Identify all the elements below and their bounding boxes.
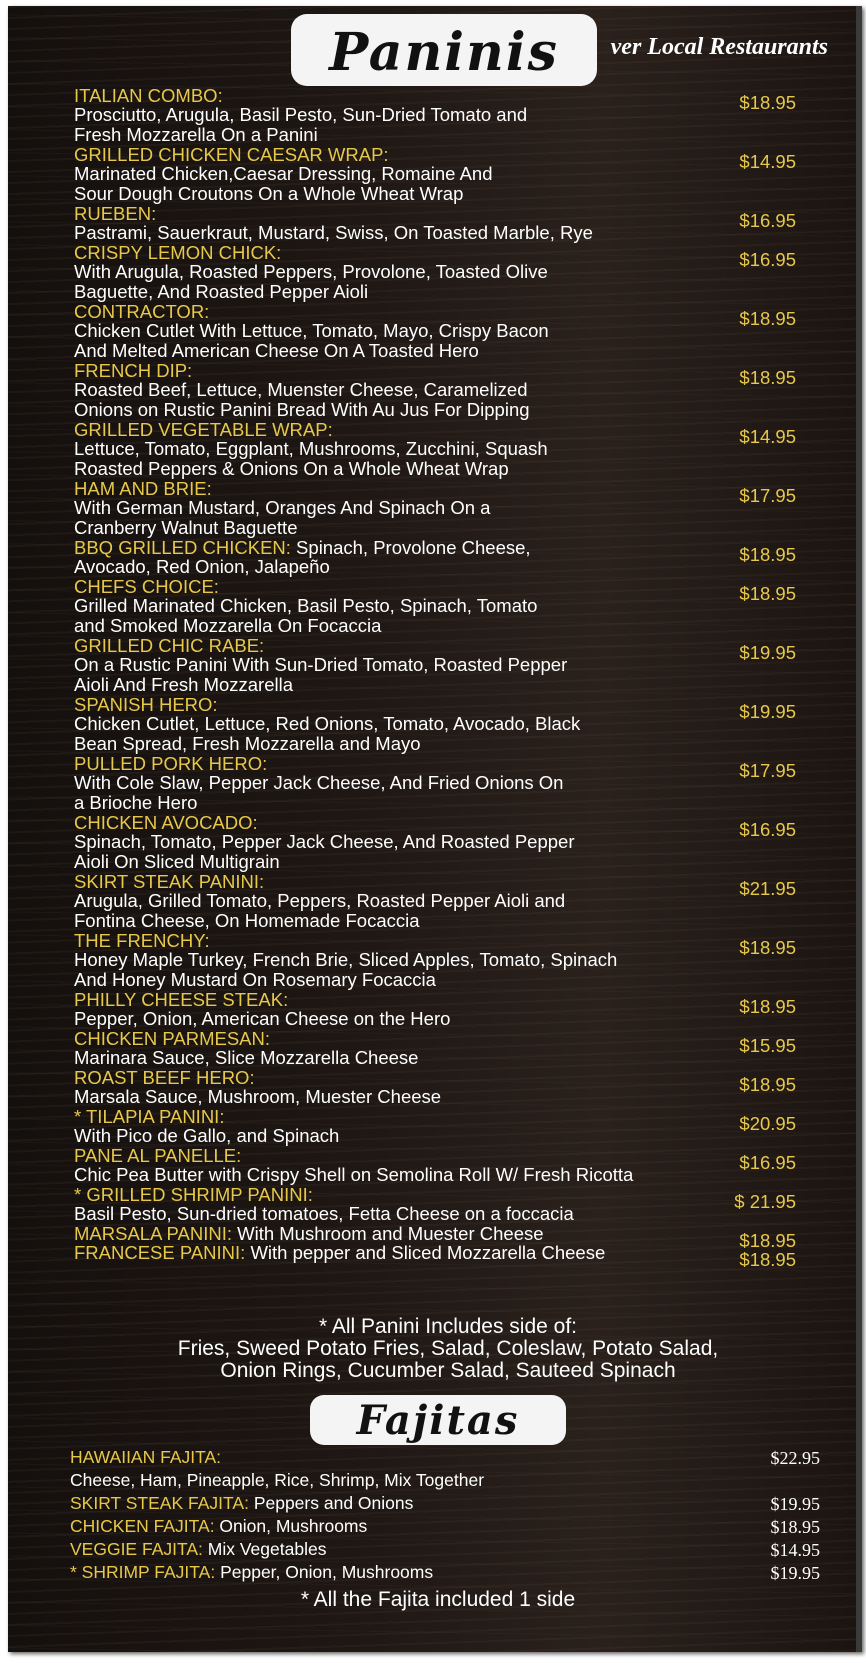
- fajita-list: [70, 1446, 820, 1584]
- fajita-description: Cheese, Ham, Pineapple, Rice, Shrimp, Mix Together: [70, 1470, 485, 1490]
- menu-item: [74, 1223, 844, 1251]
- menu-item-description: Basil Pesto, Sun-dried tomatoes, Fetta Cheese on a foccacia: [74, 1203, 574, 1224]
- menu-item: [74, 1068, 844, 1107]
- fajita-inline-description: Onion, Mushrooms: [214, 1516, 368, 1536]
- item-title: SPANISH HERO:: [74, 694, 218, 715]
- item-title: CONTRACTOR:: [74, 301, 210, 322]
- watermark-text: ver Local Restaurants: [610, 34, 828, 60]
- menu-item-name: [74, 990, 844, 1009]
- menu-item-description: On a Rustic Panini With Sun-Dried Tomato, Roasted Pepper Aioli And Fresh Mozzarella: [74, 654, 568, 695]
- sides-line-1: * All Panini Includes side of:: [319, 1315, 577, 1338]
- menu-item-name: [74, 872, 844, 891]
- fajita-price: $14.95: [770, 1540, 820, 1560]
- menu-item: [74, 361, 844, 420]
- menu-item-price: $18.95: [739, 367, 796, 388]
- item-title: CHICKEN AVOCADO:: [74, 812, 258, 833]
- fajita-item: [70, 1561, 820, 1584]
- fajita-title-text: VEGGIE FAJITA:: [70, 1539, 203, 1559]
- fajita-item: [70, 1515, 820, 1538]
- item-title: PULLED PORK HERO:: [74, 753, 268, 774]
- item-title: ITALIAN COMBO:: [74, 85, 223, 106]
- menu-item-description: Honey Maple Turkey, French Brie, Sliced Apples, Tomato, Spinach And Honey Mustard On Rosemary Focaccia: [74, 949, 618, 990]
- menu-item-price: $18.95: [739, 308, 796, 329]
- fajita-inline-description: Peppers and Onions: [248, 1493, 414, 1513]
- fajitas-title: Fajitas: [356, 1397, 520, 1444]
- menu-item-name: [74, 538, 844, 557]
- menu-item-description: Chic Pea Butter with Crispy Shell on Semolina Roll W/ Fresh Ricotta: [74, 1164, 634, 1185]
- menu-item: [74, 204, 844, 243]
- menu-item-description: Spinach, Tomato, Pepper Jack Cheese, And Roasted Pepper Aioli On Sliced Multigrain: [74, 831, 575, 872]
- menu-item: [74, 145, 844, 204]
- menu-item: [74, 1146, 844, 1185]
- menu-item-name: [74, 1243, 844, 1262]
- menu-item-price: $17.95: [739, 485, 796, 506]
- menu-item-price: $18.95: [739, 1230, 796, 1251]
- menu-item-name: [74, 1224, 844, 1243]
- fajita-item-name: [70, 1562, 433, 1582]
- fajita-item-name: [70, 1447, 221, 1467]
- menu-item-description: Grilled Marinated Chicken, Basil Pesto, Spinach, Tomato and Smoked Mozzarella On Focaccia: [74, 595, 538, 636]
- fajita-price: $19.95: [770, 1494, 820, 1514]
- menu-item-name: [74, 1107, 844, 1126]
- fajita-inline-description: Mix Vegetables: [202, 1539, 327, 1559]
- menu-item: [74, 931, 844, 990]
- menu-item-price: $16.95: [739, 819, 796, 840]
- menu-item-name: [74, 1146, 844, 1165]
- menu-item-price: $14.95: [739, 151, 796, 172]
- menu-item-name: [74, 479, 844, 498]
- menu-item-description: Chicken Cutlet With Lettuce, Tomato, Mayo, Crispy Bacon And Melted American Cheese On A Toasted Hero: [74, 320, 549, 361]
- item-title: BBQ GRILLED CHICKEN:: [74, 537, 291, 558]
- item-title: HAM AND BRIE:: [74, 478, 212, 499]
- menu-item-price: $16.95: [739, 1152, 796, 1173]
- item-title: RUEBEN:: [74, 203, 157, 224]
- menu-item: [74, 636, 844, 695]
- item-title: * GRILLED SHRIMP PANINI:: [74, 1184, 313, 1205]
- menu-item-name: [74, 86, 844, 105]
- menu-item: [74, 577, 844, 636]
- menu-item: [74, 695, 844, 754]
- menu-item-name: [74, 243, 844, 262]
- menu-item-description: Marinated Chicken,Caesar Dressing, Romaine And Sour Dough Croutons On a Whole Wheat Wrap: [74, 163, 493, 204]
- menu-item: [74, 86, 844, 145]
- menu-page: [8, 6, 862, 1652]
- menu-item-price: $18.95: [739, 92, 796, 113]
- fajita-note: * All the Fajita included 1 side: [300, 1588, 576, 1611]
- menu-item-description: Marsala Sauce, Mushroom, Muester Cheese: [74, 1086, 442, 1107]
- menu-item: [74, 1185, 844, 1224]
- item-title: GRILLED CHICKEN CAESAR WRAP:: [74, 144, 389, 165]
- item-title: CHICKEN PARMESAN:: [74, 1028, 270, 1049]
- menu-item-price: $18.95: [739, 1074, 796, 1095]
- menu-item-price: $20.95: [739, 1113, 796, 1134]
- item-title: ROAST BEEF HERO:: [74, 1067, 255, 1088]
- menu-item-name: [74, 754, 844, 773]
- menu-item-price: $16.95: [739, 210, 796, 231]
- menu-item-name: [74, 813, 844, 832]
- fajita-title-text: CHICKEN FAJITA:: [70, 1516, 215, 1536]
- menu-item-name: [74, 420, 844, 439]
- item-title: THE FRENCHY:: [74, 930, 210, 951]
- fajita-price: $18.95: [770, 1517, 820, 1537]
- menu-item: [74, 813, 844, 872]
- menu-item-description: With Cole Slaw, Pepper Jack Cheese, And Fried Onions On a Brioche Hero: [74, 772, 564, 813]
- menu-item-name: [74, 302, 844, 321]
- menu-item: [74, 1242, 844, 1270]
- sides-line-2: Fries, Sweed Potato Fries, Salad, Coleslaw, Potato Salad,: [177, 1337, 719, 1360]
- paninis-title: Paninis: [329, 22, 559, 83]
- fajita-item: [70, 1538, 820, 1561]
- fajita-price: $19.95: [770, 1563, 820, 1583]
- menu-item-name: [74, 577, 844, 596]
- menu-item-description: Avocado, Red Onion, Jalapeño: [74, 556, 330, 577]
- menu-item-description: Arugula, Grilled Tomato, Peppers, Roasted Pepper Aioli and Fontina Cheese, On Homemade Focaccia: [74, 890, 566, 931]
- menu-item: [74, 420, 844, 479]
- fajita-price: $22.95: [770, 1448, 820, 1468]
- menu-item-name: [74, 636, 844, 655]
- menu-item-price: $14.95: [739, 426, 796, 447]
- panini-list: [74, 85, 844, 1270]
- fajita-inline-description: Pepper, Onion, Mushrooms: [215, 1562, 434, 1582]
- menu-item-price: $19.95: [739, 701, 796, 722]
- menu-item: [74, 872, 844, 931]
- menu-item: [74, 754, 844, 813]
- menu-item-inline-description: With Mushroom and Muester Cheese: [231, 1223, 544, 1244]
- item-title: SKIRT STEAK PANINI:: [74, 871, 265, 892]
- menu-item: [74, 243, 844, 302]
- section-title-pill: [291, 14, 597, 86]
- menu-item-name: [74, 1068, 844, 1087]
- menu-item-description: Pepper, Onion, American Cheese on the Hero: [74, 1008, 451, 1029]
- menu-item-price: $15.95: [739, 1035, 796, 1056]
- item-title: FRENCH DIP:: [74, 360, 193, 381]
- menu-item-description: Prosciutto, Arugula, Basil Pesto, Sun-Dried Tomato and Fresh Mozzarella On a Panini: [74, 104, 528, 145]
- menu-item-description: With German Mustard, Oranges And Spinach On a Cranberry Walnut Baguette: [74, 497, 491, 538]
- fajitas-title-pill: [310, 1395, 566, 1445]
- menu-item-name: [74, 695, 844, 714]
- menu-item-price: $18.95: [739, 937, 796, 958]
- menu-item-description: Roasted Beef, Lettuce, Muenster Cheese, Caramelized Onions on Rustic Panini Bread With Au Jus For Dipping: [74, 379, 530, 420]
- menu-item-name: [74, 204, 844, 223]
- fajita-item: [70, 1446, 820, 1469]
- menu-item: [74, 1107, 844, 1146]
- menu-item-name: [74, 1029, 844, 1048]
- item-title: FRANCESE PANINI:: [74, 1242, 246, 1263]
- menu-item-price: $21.95: [739, 878, 796, 899]
- menu-item-price: $18.95: [739, 1249, 796, 1270]
- menu-item-inline-description: With pepper and Sliced Mozzarella Cheese: [245, 1242, 606, 1263]
- item-title: CRISPY LEMON CHICK:: [74, 242, 282, 263]
- menu-item-inline-description: Spinach, Provolone Cheese,: [290, 537, 531, 558]
- menu-item: [74, 538, 844, 577]
- fajita-item-name: [70, 1493, 413, 1513]
- menu-item-price: $19.95: [739, 642, 796, 663]
- fajita-title-text: HAWAIIAN FAJITA:: [70, 1447, 222, 1467]
- item-title: PANE AL PANELLE:: [74, 1145, 242, 1166]
- menu-item-description: Chicken Cutlet, Lettuce, Red Onions, Tomato, Avocado, Black Bean Spread, Fresh Mozzarella and Mayo: [74, 713, 581, 754]
- menu-item-name: [74, 145, 844, 164]
- fajita-item-name: [70, 1539, 326, 1559]
- menu-item-name: [74, 931, 844, 950]
- menu-item-description: Lettuce, Tomato, Eggplant, Mushrooms, Zucchini, Squash Roasted Peppers & Onions On a Whole Wheat Wrap: [74, 438, 548, 479]
- menu-item: [74, 479, 844, 538]
- item-title: MARSALA PANINI:: [74, 1223, 232, 1244]
- menu-item-name: [74, 1185, 844, 1204]
- menu-item-description: Pastrami, Sauerkraut, Mustard, Swiss, On Toasted Marble, Rye: [74, 222, 593, 243]
- menu-item-price: $16.95: [739, 249, 796, 270]
- menu-item-description: Marinara Sauce, Slice Mozzarella Cheese: [74, 1047, 419, 1068]
- menu-item-name: [74, 361, 844, 380]
- menu-item-price: $ 21.95: [734, 1191, 796, 1212]
- menu-item-price: $17.95: [739, 760, 796, 781]
- fajita-title-text: * SHRIMP FAJITA:: [70, 1562, 216, 1582]
- menu-item: [74, 990, 844, 1029]
- item-title: PHILLY CHEESE STEAK:: [74, 989, 289, 1010]
- menu-item: [74, 1029, 844, 1068]
- fajita-item-name: [70, 1516, 367, 1536]
- menu-item-description: With Pico de Gallo, and Spinach: [74, 1125, 340, 1146]
- sides-line-3: Onion Rings, Cucumber Salad, Sauteed Spinach: [220, 1359, 676, 1382]
- fajita-title-text: SKIRT STEAK FAJITA:: [70, 1493, 249, 1513]
- menu-item: [74, 302, 844, 361]
- item-title: * TILAPIA PANINI:: [74, 1106, 225, 1127]
- menu-item-price: $18.95: [739, 996, 796, 1017]
- fajita-item: [70, 1492, 820, 1515]
- item-title: GRILLED CHIC RABE:: [74, 635, 265, 656]
- item-title: GRILLED VEGETABLE WRAP:: [74, 419, 333, 440]
- item-title: CHEFS CHOICE:: [74, 576, 219, 597]
- menu-item-price: $18.95: [739, 544, 796, 565]
- menu-item-description: With Arugula, Roasted Peppers, Provolone, Toasted Olive Baguette, And Roasted Pepper Aioli: [74, 261, 548, 302]
- menu-item-price: $18.95: [739, 583, 796, 604]
- sides-note: [138, 1316, 758, 1382]
